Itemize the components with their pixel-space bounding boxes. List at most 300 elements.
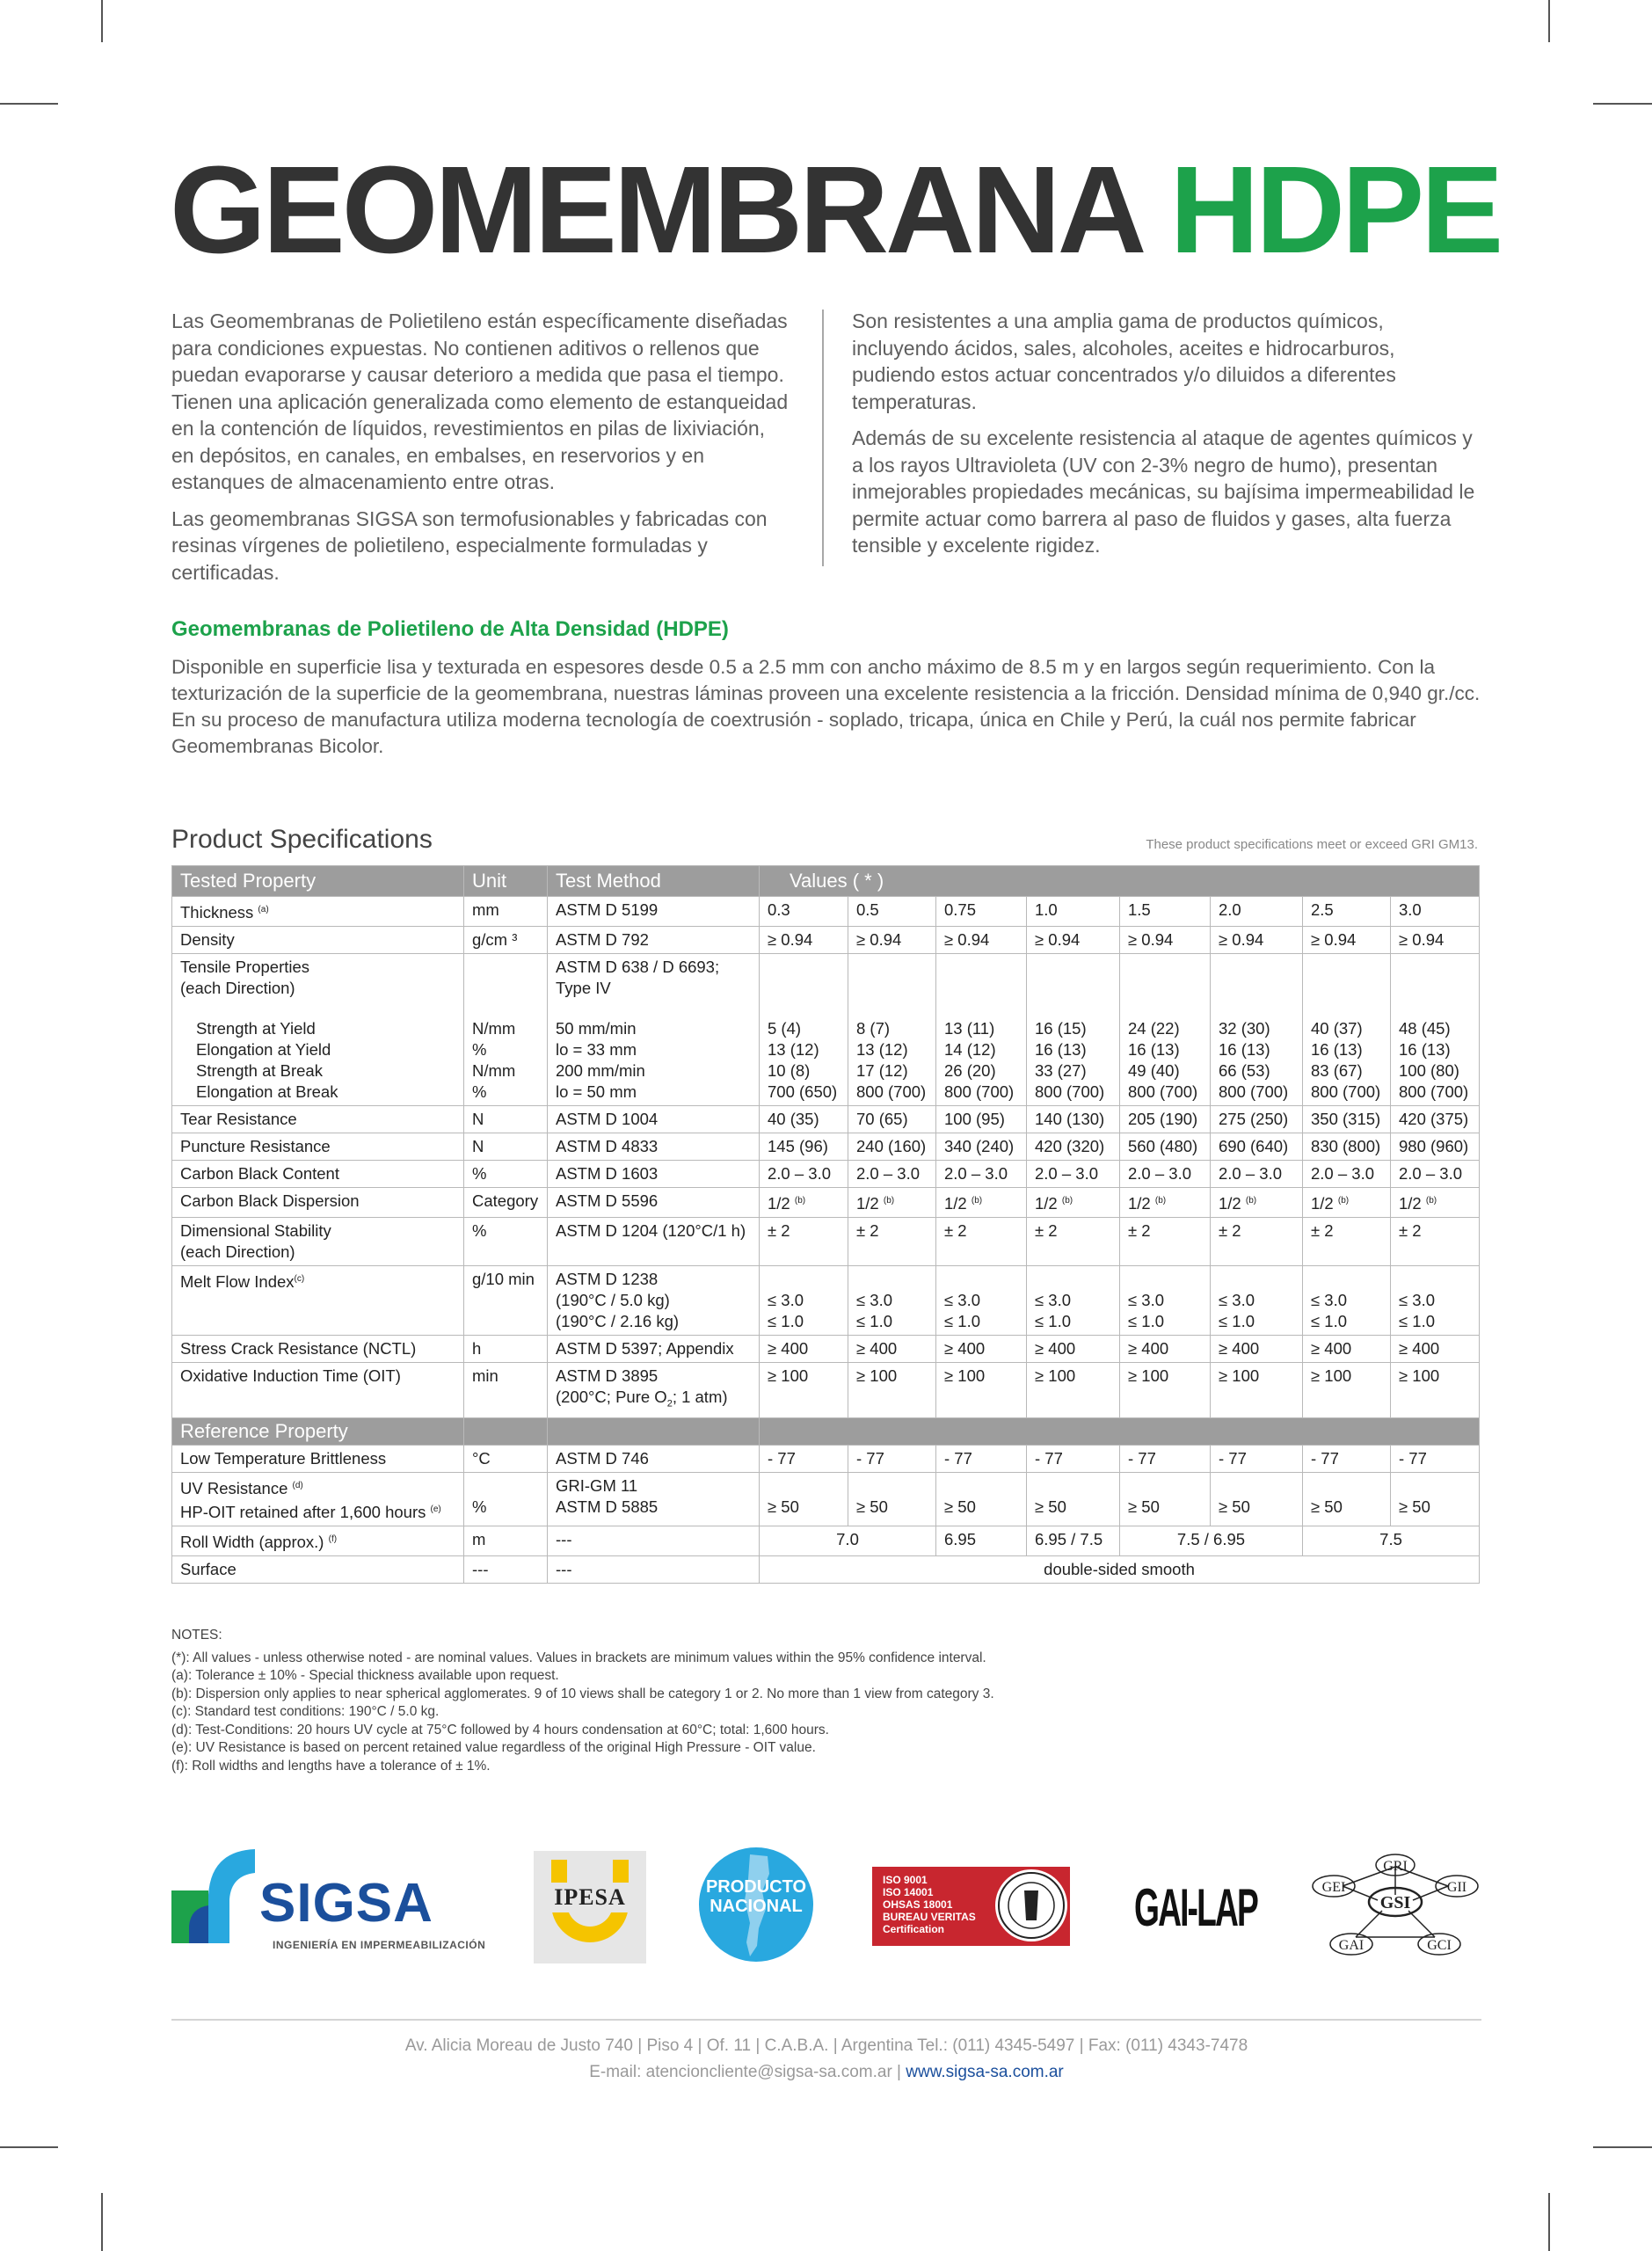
row-property <box>172 897 464 927</box>
page-title <box>170 140 1501 279</box>
property-sublabel: (each Direction) <box>180 979 295 998</box>
empty-cell <box>464 1418 548 1446</box>
value-cell: 420 (320) <box>1027 1133 1120 1161</box>
sigsa-logo <box>171 1842 488 1965</box>
value-cell: 830 (800) <box>1303 1133 1391 1161</box>
value-cell: ≥ 50 <box>1027 1473 1120 1526</box>
value-cell: 0.3 <box>760 897 848 927</box>
value-cell: ≥ 0.94 <box>1027 927 1120 954</box>
value: 40 (37) <box>1311 1019 1363 1038</box>
value-cell: ± 2 <box>1391 1218 1480 1266</box>
value-cell: ± 2 <box>848 1218 936 1266</box>
value: 800 (700) <box>944 1082 1015 1102</box>
tensile-sub-properties <box>180 999 455 1103</box>
value-cell: 2.5 <box>1303 897 1391 927</box>
value-cell: 6.95 <box>936 1526 1027 1556</box>
hdpe-heading: Geomembranas de Polietileno de Alta Densidad (HDPE) <box>171 617 729 641</box>
unit-value: % <box>472 1082 487 1102</box>
value: 16 (13) <box>1311 1040 1363 1060</box>
property-label: Tensile Properties <box>180 958 310 977</box>
sigsa-mark-icon <box>171 1842 259 1961</box>
row-property: Low Temperature Brittleness <box>172 1446 464 1473</box>
bv-line: BUREAU VERITAS <box>883 1911 976 1923</box>
ipesa-wordmark: IPESA <box>554 1884 626 1910</box>
gsi-node-label: GRI <box>1383 1859 1408 1874</box>
table-row <box>172 1188 1480 1218</box>
row-property: Density <box>172 927 464 954</box>
value-cell <box>1303 1188 1391 1218</box>
note-line: (*): All values - unless otherwise noted - are nominal values. Values in brackets are minimum values within the 95% confidence interval. <box>171 1650 986 1665</box>
note-line: (b): Dispersion only applies to near spherical agglomerates. 9 of 10 views shall be category 1 or 2. No more than 1 view from category 3. <box>171 1686 994 1701</box>
method-text: GRI-GM 11 <box>556 1476 638 1495</box>
value-cell: 980 (960) <box>1391 1133 1480 1161</box>
row-method: --- <box>548 1526 760 1556</box>
crop-mark <box>1593 103 1652 105</box>
row-property: Carbon Black Content <box>172 1161 464 1188</box>
footer-website-link[interactable]: www.sigsa-sa.com.ar <box>906 2063 1064 2081</box>
property-label: Elongation at Break <box>196 1082 338 1102</box>
value-cell: ≥ 50 <box>760 1473 848 1526</box>
value-cell: 2.0 – 3.0 <box>936 1161 1027 1188</box>
row-unit <box>464 954 548 1106</box>
value: ≤ 3.0 <box>1311 1291 1348 1310</box>
row-property <box>172 1266 464 1336</box>
spec-note: These product specifications meet or exceed GRI GM13. <box>1146 837 1478 852</box>
notes-section <box>171 1627 994 1775</box>
property-label: Roll Width (approx.) <box>180 1533 324 1552</box>
value: 1/2 <box>1399 1194 1422 1213</box>
footnote-ref: (a) <box>258 905 269 914</box>
row-method: ASTM D 746 <box>548 1446 760 1473</box>
title-main: GEOMEMBRANA <box>170 140 1139 279</box>
value: 13 (12) <box>856 1040 908 1060</box>
value: 32 (30) <box>1219 1019 1270 1038</box>
value-cell <box>760 1188 848 1218</box>
method-text: ASTM D 638 / D 6693; <box>556 958 720 977</box>
note-line: (a): Tolerance ± 10% - Special thickness available upon request. <box>171 1668 559 1683</box>
intro-paragraph: Además de su excelente resistencia al ataque de agentes químicos y a los rayos Ultravioleta (UV con 2-3% negro de humo), presentan inmejorables propiedades mecánicas, su bajísima impermeabilidad le permite actuar como barrera al paso de fluidos y gases, alta fuerza tensible y excelente rigidez. <box>852 426 1475 557</box>
value-cell <box>1027 1266 1120 1336</box>
table-row <box>172 1218 1480 1266</box>
method-text: Type IV <box>556 979 611 998</box>
table-row <box>172 1556 1480 1584</box>
value-cell: ≥ 400 <box>1303 1336 1391 1363</box>
value-cell: ± 2 <box>1027 1218 1120 1266</box>
value: 26 (20) <box>944 1061 996 1081</box>
value-cell <box>1303 1266 1391 1336</box>
gsi-node-label: GII <box>1446 1880 1467 1895</box>
value-cell: ≥ 100 <box>1303 1363 1391 1418</box>
value: ≤ 1.0 <box>1035 1312 1072 1331</box>
table-row <box>172 1336 1480 1363</box>
footnote-ref: (c) <box>294 1274 305 1285</box>
value: 1/2 <box>1128 1194 1151 1213</box>
value-cell: - 77 <box>848 1446 936 1473</box>
value-cell: 2.0 – 3.0 <box>1303 1161 1391 1188</box>
value: 13 (11) <box>944 1019 995 1038</box>
row-method: ASTM D 792 <box>548 927 760 954</box>
value-cell: ≥ 400 <box>760 1336 848 1363</box>
property-label: Dimensional Stability <box>180 1221 331 1241</box>
value-cell <box>1211 1188 1303 1218</box>
method-text: 200 mm/min <box>556 1061 645 1081</box>
value-cell: 205 (190) <box>1120 1106 1211 1133</box>
value-cell <box>1120 954 1211 1106</box>
crop-mark <box>1548 2193 1550 2251</box>
bv-line: OHSAS 18001 <box>883 1898 953 1911</box>
crop-mark <box>0 2146 58 2148</box>
sigsa-wordmark: SIGSA <box>259 1873 433 1934</box>
intro-paragraph: Son resistentes a una amplia gama de productos químicos, incluyendo ácidos, sales, alcoholes, aceites e hidrocarburos, pudiendo estos actuar concentrados y/o diluidos a diferentes temperaturas. <box>852 310 1396 413</box>
footer-email: E-mail: atencioncliente@sigsa-sa.com.ar | <box>589 2063 901 2081</box>
value-cell: ± 2 <box>760 1218 848 1266</box>
row-property: Carbon Black Dispersion <box>172 1188 464 1218</box>
value: ≤ 1.0 <box>1311 1312 1348 1331</box>
row-property: Stress Crack Resistance (NCTL) <box>172 1336 464 1363</box>
bureau-veritas-logo <box>872 1867 1070 1946</box>
bv-seal-icon <box>995 1869 1067 1941</box>
value: ≤ 1.0 <box>1399 1312 1436 1331</box>
value-cell <box>1391 1188 1480 1218</box>
title-accent: HDPE <box>1169 140 1501 279</box>
value-cell: ≥ 100 <box>760 1363 848 1418</box>
value-cell <box>1303 954 1391 1106</box>
value-cell <box>1391 1266 1480 1336</box>
row-unit: --- <box>464 1556 548 1584</box>
value-cell: ± 2 <box>936 1218 1027 1266</box>
value: 33 (27) <box>1035 1061 1087 1081</box>
table-row <box>172 897 1480 927</box>
gsi-node-label: GEI <box>1321 1880 1346 1895</box>
value-cell: 2.0 – 3.0 <box>1391 1161 1480 1188</box>
method-text: ASTM D 3895 <box>556 1366 659 1386</box>
value-cell: ≥ 100 <box>848 1363 936 1418</box>
footnote-ref: (d) <box>292 1481 303 1490</box>
method-part: (200°C; Pure O <box>556 1388 667 1407</box>
value-cell: double-sided smooth <box>760 1556 1480 1584</box>
header-unit: Unit <box>464 866 548 897</box>
value-cell: 350 (315) <box>1303 1106 1391 1133</box>
row-property: Puncture Resistance <box>172 1133 464 1161</box>
value-cell: - 77 <box>1391 1446 1480 1473</box>
value: ≤ 1.0 <box>1219 1312 1255 1331</box>
value-cell <box>936 954 1027 1106</box>
footnote-ref: (e) <box>430 1504 441 1515</box>
value-cell: ≥ 50 <box>1120 1473 1211 1526</box>
value-cell: 2.0 – 3.0 <box>848 1161 936 1188</box>
row-unit: °C <box>464 1446 548 1473</box>
crop-mark <box>1548 0 1550 42</box>
row-unit: % <box>464 1473 548 1526</box>
value: 1/2 <box>1311 1194 1334 1213</box>
footnote-ref: (f) <box>328 1534 338 1545</box>
value-cell: 1.0 <box>1027 897 1120 927</box>
notes-heading: NOTES: <box>171 1628 222 1643</box>
value-cell: 145 (96) <box>760 1133 848 1161</box>
hdpe-description: Disponible en superficie lisa y texturada en espesores desde 0.5 a 2.5 mm con ancho máximo de 8.5 m y en largos según requerimiento. Con la texturización de la superficie de la geomembrana, nuestras láminas proveen una excelente resistencia a la fricción. Densidad mínima de 0,940 gr./cc. En su proceso de manufactura utiliza moderna tecnología de coextrusión - soplado, tricapa, única en Chile y Perú, la cuál nos permite fabricar Geomembranas Bicolor. <box>171 656 1481 757</box>
row-property <box>172 1473 464 1526</box>
value-cell: 0.75 <box>936 897 1027 927</box>
unit-list <box>472 957 539 1103</box>
unit-value: N/mm <box>472 1061 516 1081</box>
row-unit: N <box>464 1106 548 1133</box>
value: 16 (13) <box>1399 1040 1451 1060</box>
table-row <box>172 1473 1480 1526</box>
value: ≤ 1.0 <box>768 1312 804 1331</box>
value: 83 (67) <box>1311 1061 1363 1081</box>
method-text: lo = 50 mm <box>556 1082 637 1102</box>
note-line: (d): Test-Conditions: 20 hours UV cycle at 75°C followed by 4 hours condensation at 60°C; total: 1,600 hours. <box>171 1722 829 1737</box>
note-line: (c): Standard test conditions: 190°C / 5.0 kg. <box>171 1704 440 1719</box>
row-unit: m <box>464 1526 548 1556</box>
header-property: Tested Property <box>172 866 464 897</box>
value-cell: ± 2 <box>1211 1218 1303 1266</box>
intro-left-column <box>171 308 791 595</box>
producto-nacional-logo <box>699 1847 813 1962</box>
method-text: ASTM D 1238 <box>556 1270 659 1289</box>
property-label: Melt Flow Index <box>180 1272 295 1292</box>
value-cell: 7.0 <box>760 1526 936 1556</box>
value-cell: ≥ 0.94 <box>848 927 936 954</box>
method-part: ; 1 atm) <box>672 1388 728 1407</box>
crop-mark <box>1593 2146 1652 2148</box>
row-unit: min <box>464 1363 548 1418</box>
value-cell: 100 (95) <box>936 1106 1027 1133</box>
bv-certifications <box>883 1874 976 1935</box>
row-method: ASTM D 1204 (120°C/1 h) <box>548 1218 760 1266</box>
property-label: Strength at Break <box>196 1061 323 1081</box>
value-cell: ≥ 400 <box>936 1336 1027 1363</box>
value: ≤ 3.0 <box>768 1291 804 1310</box>
value-cell: - 77 <box>1303 1446 1391 1473</box>
value-cell <box>848 954 936 1106</box>
footnote-ref: (b) <box>883 1196 895 1206</box>
footnote-ref: (b) <box>794 1196 806 1206</box>
row-unit: % <box>464 1218 548 1266</box>
row-method: ASTM D 1603 <box>548 1161 760 1188</box>
method-text: (190°C / 2.16 kg) <box>556 1312 680 1331</box>
footnote-ref: (b) <box>971 1196 983 1206</box>
value-cell: ≥ 0.94 <box>1211 927 1303 954</box>
value-cell: 140 (130) <box>1027 1106 1120 1133</box>
value-cell <box>1027 1188 1120 1218</box>
row-unit: N <box>464 1133 548 1161</box>
value-cell <box>1120 1266 1211 1336</box>
value-cell: ≥ 100 <box>1027 1363 1120 1418</box>
crop-mark <box>101 2193 103 2251</box>
property-sublabel: (each Direction) <box>180 1242 295 1262</box>
value: ≤ 1.0 <box>1128 1312 1165 1331</box>
value: 16 (15) <box>1035 1019 1087 1038</box>
value: 700 (650) <box>768 1082 838 1102</box>
value: 1/2 <box>944 1194 967 1213</box>
value-cell: 2.0 – 3.0 <box>1120 1161 1211 1188</box>
value: 800 (700) <box>856 1082 927 1102</box>
value: ≤ 3.0 <box>856 1291 893 1310</box>
value-cell: ≥ 100 <box>936 1363 1027 1418</box>
intro-paragraph: Las geomembranas SIGSA son termofusionables y fabricadas con resinas vírgenes de polietileno, especialmente formuladas y certificadas. <box>171 506 768 584</box>
table-row <box>172 927 1480 954</box>
header-values: Values ( * ) <box>760 866 1480 897</box>
value-cell: - 77 <box>1027 1446 1120 1473</box>
value: ≤ 1.0 <box>944 1312 981 1331</box>
table-row <box>172 1266 1480 1336</box>
value: 13 (12) <box>768 1040 819 1060</box>
row-unit: Category <box>464 1188 548 1218</box>
value-cell: ≥ 50 <box>936 1473 1027 1526</box>
table-row <box>172 1526 1480 1556</box>
value: 100 (80) <box>1399 1061 1459 1081</box>
note-line: (f): Roll widths and lengths have a tolerance of ± 1%. <box>171 1758 491 1774</box>
row-method <box>548 954 760 1106</box>
value-cell: ≥ 0.94 <box>760 927 848 954</box>
value: ≤ 3.0 <box>944 1291 981 1310</box>
unit-value: % <box>472 1040 487 1060</box>
row-unit: % <box>464 1161 548 1188</box>
value-cell: ≥ 400 <box>848 1336 936 1363</box>
row-method: --- <box>548 1556 760 1584</box>
value: 66 (53) <box>1219 1061 1270 1081</box>
empty-cell <box>760 1418 1480 1446</box>
gsi-network-icon <box>1307 1849 1483 1963</box>
intro-paragraph: Las Geomembranas de Polietileno están específicamente diseñadas para condiciones expuestas. No contienen aditivos o rellenos que puedan evaporarse y causar deterioro a medida que pasa el tiempo. Tienen una aplicación generalizada como elemento de estanqueidad en la contención de líquidos, revestimientos en pilas de lixiviación, en depósitos, en canales, en embalses, en reservorios y en estanques de almacenamiento entre otras. <box>171 310 789 493</box>
header-method: Test Method <box>548 866 760 897</box>
value: ≤ 3.0 <box>1035 1291 1072 1310</box>
value: 49 (40) <box>1128 1061 1180 1081</box>
table-row <box>172 1161 1480 1188</box>
bv-line: ISO 14001 <box>883 1886 934 1898</box>
value-cell: ≥ 100 <box>1120 1363 1211 1418</box>
value-cell: 7.5 / 6.95 <box>1120 1526 1303 1556</box>
value-cell: ≥ 0.94 <box>936 927 1027 954</box>
value-cell: 240 (160) <box>848 1133 936 1161</box>
reference-property-label: Reference Property <box>172 1418 464 1446</box>
property-label: HP-OIT retained after 1,600 hours <box>180 1503 426 1522</box>
property-label: UV Resistance <box>180 1479 288 1498</box>
row-method <box>548 1266 760 1336</box>
spec-title: Product Specifications <box>171 825 433 854</box>
value-cell <box>1391 954 1480 1106</box>
method-list <box>556 999 751 1103</box>
value-cell <box>848 1266 936 1336</box>
value: 16 (13) <box>1128 1040 1180 1060</box>
ipesa-logo <box>534 1851 646 1963</box>
bv-line: ISO 9001 <box>883 1874 928 1886</box>
value-cell: 275 (250) <box>1211 1106 1303 1133</box>
value-cell <box>848 1188 936 1218</box>
value: 5 (4) <box>768 1019 802 1038</box>
unit-value: N/mm <box>472 1019 516 1038</box>
value-cell: 0.5 <box>848 897 936 927</box>
value-cell: ≥ 100 <box>1211 1363 1303 1418</box>
value-cell: 7.5 <box>1303 1526 1480 1556</box>
spec-table <box>171 865 1480 1584</box>
value: 48 (45) <box>1399 1019 1451 1038</box>
table-row <box>172 954 1480 1106</box>
gsi-logo <box>1307 1849 1483 1963</box>
footnote-ref: (b) <box>1061 1196 1073 1206</box>
row-unit: mm <box>464 897 548 927</box>
value: 24 (22) <box>1128 1019 1180 1038</box>
value-cell: - 77 <box>1211 1446 1303 1473</box>
value-cell: 420 (375) <box>1391 1106 1480 1133</box>
value-cell: 560 (480) <box>1120 1133 1211 1161</box>
value: 800 (700) <box>1399 1082 1469 1102</box>
value-cell: 690 (640) <box>1211 1133 1303 1161</box>
value-cell <box>760 954 848 1106</box>
intro-right-column <box>852 308 1478 569</box>
row-property <box>172 1526 464 1556</box>
value-cell: ≥ 400 <box>1391 1336 1480 1363</box>
method-text: ASTM D 5885 <box>556 1497 659 1516</box>
method-text: 50 mm/min <box>556 1019 637 1038</box>
value: 1/2 <box>1035 1194 1058 1213</box>
value-cell: ≥ 50 <box>848 1473 936 1526</box>
value-cell: ≥ 400 <box>1120 1336 1211 1363</box>
property-label: Thickness <box>180 903 254 922</box>
value-cell: ≥ 0.94 <box>1303 927 1391 954</box>
value: 17 (12) <box>856 1061 908 1081</box>
method-text: lo = 33 mm <box>556 1040 637 1060</box>
value-cell: 1.5 <box>1120 897 1211 927</box>
method-text: (190°C / 5.0 kg) <box>556 1291 670 1310</box>
value-cell: ≥ 100 <box>1391 1363 1480 1418</box>
footnote-ref: (b) <box>1245 1196 1257 1206</box>
value-cell: 2.0 – 3.0 <box>1027 1161 1120 1188</box>
value-cell: ≥ 50 <box>1211 1473 1303 1526</box>
producto-nacional-text <box>699 1877 813 1916</box>
value: 1/2 <box>1219 1194 1241 1213</box>
value-cell: 70 (65) <box>848 1106 936 1133</box>
value: 800 (700) <box>1128 1082 1198 1102</box>
value-cell: 2.0 – 3.0 <box>1211 1161 1303 1188</box>
row-property: Oxidative Induction Time (OIT) <box>172 1363 464 1418</box>
row-method <box>548 1363 760 1418</box>
value-cell: 340 (240) <box>936 1133 1027 1161</box>
sigsa-tagline: INGENIERÍA EN IMPERMEABILIZACIÓN <box>273 1939 486 1951</box>
value: 16 (13) <box>1035 1040 1087 1060</box>
value-cell: ≥ 50 <box>1303 1473 1391 1526</box>
row-unit: h <box>464 1336 548 1363</box>
value: 14 (12) <box>944 1040 996 1060</box>
row-method: ASTM D 5199 <box>548 897 760 927</box>
value: 800 (700) <box>1035 1082 1105 1102</box>
crop-mark <box>0 103 58 105</box>
value-cell: 40 (35) <box>760 1106 848 1133</box>
value: ≤ 1.0 <box>856 1312 893 1331</box>
value-cell <box>936 1188 1027 1218</box>
crop-mark <box>101 0 103 42</box>
footnote-ref: (b) <box>1425 1196 1437 1206</box>
value-cell: - 77 <box>760 1446 848 1473</box>
row-property: Surface <box>172 1556 464 1584</box>
property-label: Strength at Yield <box>196 1019 316 1038</box>
value-cell: ≥ 400 <box>1027 1336 1120 1363</box>
value-cell: 3.0 <box>1391 897 1480 927</box>
value: 10 (8) <box>768 1061 811 1081</box>
logos-row <box>171 1842 1481 1974</box>
table-row <box>172 1106 1480 1133</box>
column-divider <box>822 310 824 566</box>
value: 8 (7) <box>856 1019 891 1038</box>
value-cell <box>1027 954 1120 1106</box>
value-cell: - 77 <box>1120 1446 1211 1473</box>
footer-divider <box>171 2019 1481 2021</box>
subscript: 2 <box>666 1399 673 1410</box>
value-cell: - 77 <box>936 1446 1027 1473</box>
row-unit: g/cm ³ <box>464 927 548 954</box>
note-line: (e): UV Resistance is based on percent retained value regardless of the original High Pressure - OIT value. <box>171 1740 816 1755</box>
